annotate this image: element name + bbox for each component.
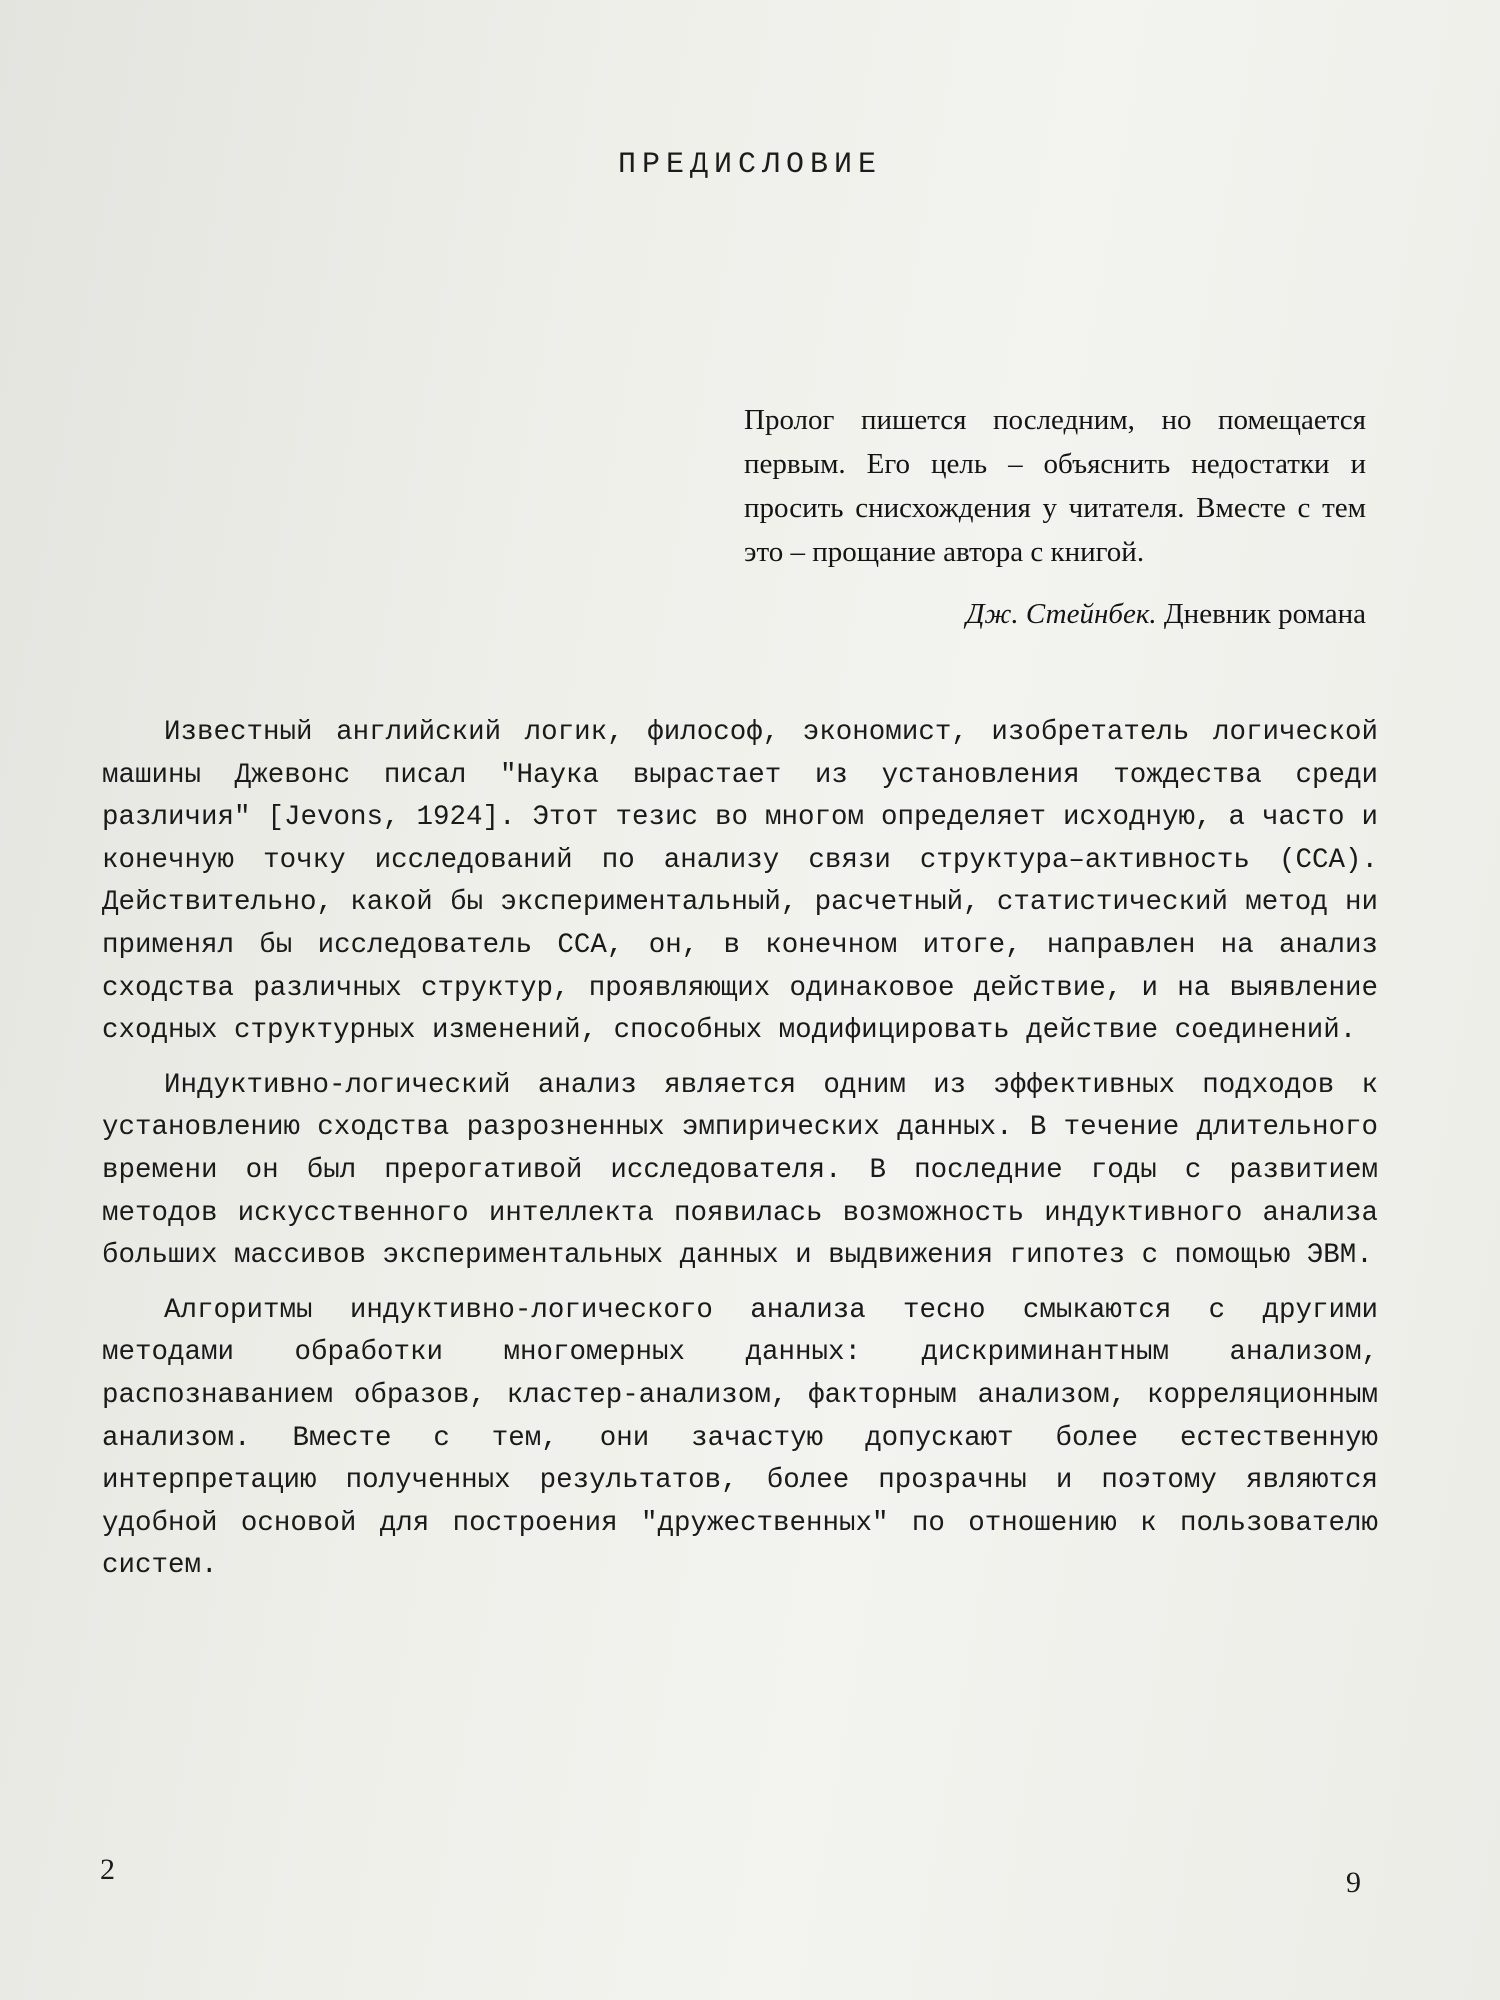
paragraph: Известный английский логик, философ, экономист, изобретатель логической машины Джевонс писал "Наука вырастает из установления тождества среди различия" [Jevons, 1924]. Этот тезис во многом определяет исходную, а часто и конечную точку исследований по анализу связи структура–активность (ССА). Действительно, какой бы экспериментальный, расчетный, статистический метод ни применял бы исследователь ССА, он, в конечном итоге, направлен на анализ сходства различных структур, проявляющих одинаковое действие, и на выявление сходных структурных изменений, способных модифицировать действие соединений. (102, 717, 1378, 1047)
page-title: ПРЕДИСЛОВИЕ (617, 148, 883, 182)
epigraph (744, 398, 1366, 636)
paragraph: Алгоритмы индуктивно-логического анализа тесно смыкаются с другими методами обработки многомерных данных: дискриминантным анализом, распознаванием образов, кластер-анализом, факторным анализом, корреляционным анализом. Вместе с тем, они зачастую допускают более естественную интерпретацию полученных результатов, более прозрачны и поэтому являются удобной основой для построения "дружественных" по отношению к пользователю систем. (102, 1294, 1378, 1582)
epigraph-author: Дж. Стейнбек. (965, 598, 1157, 630)
epigraph-source: Дневник романа (1163, 598, 1366, 630)
page-number-left: 2 (100, 1853, 115, 1886)
epigraph-attribution (744, 592, 1366, 636)
body-text (102, 712, 1378, 1600)
page-number-right: 9 (1346, 1866, 1361, 1899)
epigraph-text: Пролог пишется последним, но помещается первым. Его цель – объяснить недостатки и просить снисхождения у читателя. Вместе с тем это – прощание автора с книгой. (744, 404, 1366, 568)
paragraph: Индуктивно-логический анализ является одним из эффективных подходов к установлению сходства разрозненных эмпирических данных. В течение длительного времени он был прерогативой исследователя. В последние годы с развитием методов искусственного интеллекта появилась возможность индуктивного анализа больших массивов экспериментальных данных и выдвижения гипотез с помощью ЭВМ. (102, 1069, 1378, 1272)
